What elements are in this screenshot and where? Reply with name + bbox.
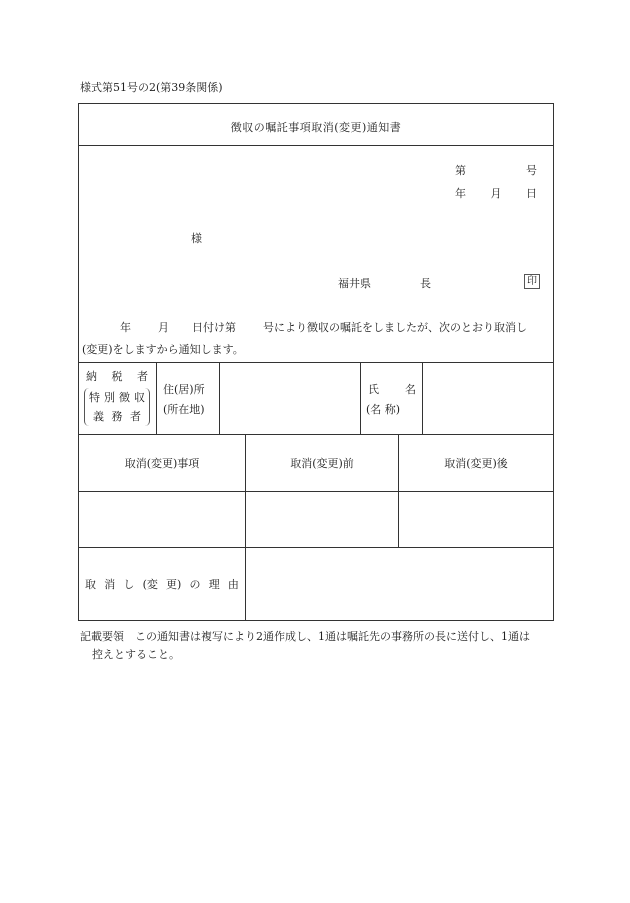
body-rest: 号により徴収の嘱託をしましたが、次のとおり取消し: [263, 321, 527, 334]
divider: [422, 362, 423, 434]
taxpayer-label: [84, 368, 150, 430]
divider: [156, 362, 157, 434]
form-frame: [78, 103, 554, 621]
instructions-note: [80, 628, 560, 664]
divider: [245, 434, 246, 620]
recipient-suffix: 様: [191, 232, 202, 245]
number-line: [455, 162, 537, 178]
name-value[interactable]: [427, 366, 549, 430]
body-year: 年: [120, 321, 131, 334]
form-title: 徴収の嘱託事項取消(変更)通知書: [230, 121, 402, 134]
number-go: 号: [526, 164, 537, 177]
body-dated: 日付け第: [192, 321, 236, 334]
taxpayer-title: 納 税 者: [86, 370, 148, 383]
before-value[interactable]: [250, 496, 394, 542]
body-line-2: (変更)をしますから通知します。: [82, 343, 244, 356]
issuer-head: 長: [420, 277, 431, 290]
special-collection-obligor: [84, 388, 150, 426]
address-label: 住(居)所 (所在地): [163, 383, 205, 416]
body-line-1: [82, 319, 550, 335]
number-dai: 第: [455, 164, 466, 177]
note-line-1: この通知書は複写により2通作成し、1通は嘱託先の事務所の長に送付し、1通は: [135, 630, 530, 643]
issuer-prefecture: 福井県: [338, 277, 371, 290]
date-line: [455, 185, 537, 201]
reason-value[interactable]: [250, 552, 549, 616]
header-after: 取消(変更)後: [444, 457, 508, 470]
special-collection: 特 別 徴 収: [89, 391, 145, 404]
after-value[interactable]: [403, 496, 549, 542]
header-change-item: 取消(変更)事項: [124, 457, 200, 470]
date-year: 年: [455, 187, 466, 200]
name-label: 氏 名 (名 称): [366, 383, 416, 416]
divider: [79, 491, 553, 492]
divider: [360, 362, 361, 434]
date-day: 日: [526, 187, 537, 200]
reason-label: 取 消 し (変 更) の 理 由: [85, 578, 239, 591]
note-heading: 記載要領: [80, 630, 124, 643]
obligor: 義 務 者: [93, 410, 141, 423]
divider: [219, 362, 220, 434]
divider: [79, 547, 553, 548]
divider: [398, 434, 399, 547]
date-month: 月: [490, 187, 502, 200]
header-before: 取消(変更)前: [290, 457, 354, 470]
form-reference: 様式第51号の2(第39条関係): [80, 81, 223, 94]
divider: [79, 362, 553, 363]
address-value[interactable]: [224, 366, 354, 430]
divider: [79, 145, 553, 146]
body-month: 月: [158, 321, 169, 334]
seal-mark: 印: [524, 274, 540, 289]
change-item-value[interactable]: [83, 496, 241, 542]
note-line-2: 控えとすること。: [92, 648, 180, 661]
